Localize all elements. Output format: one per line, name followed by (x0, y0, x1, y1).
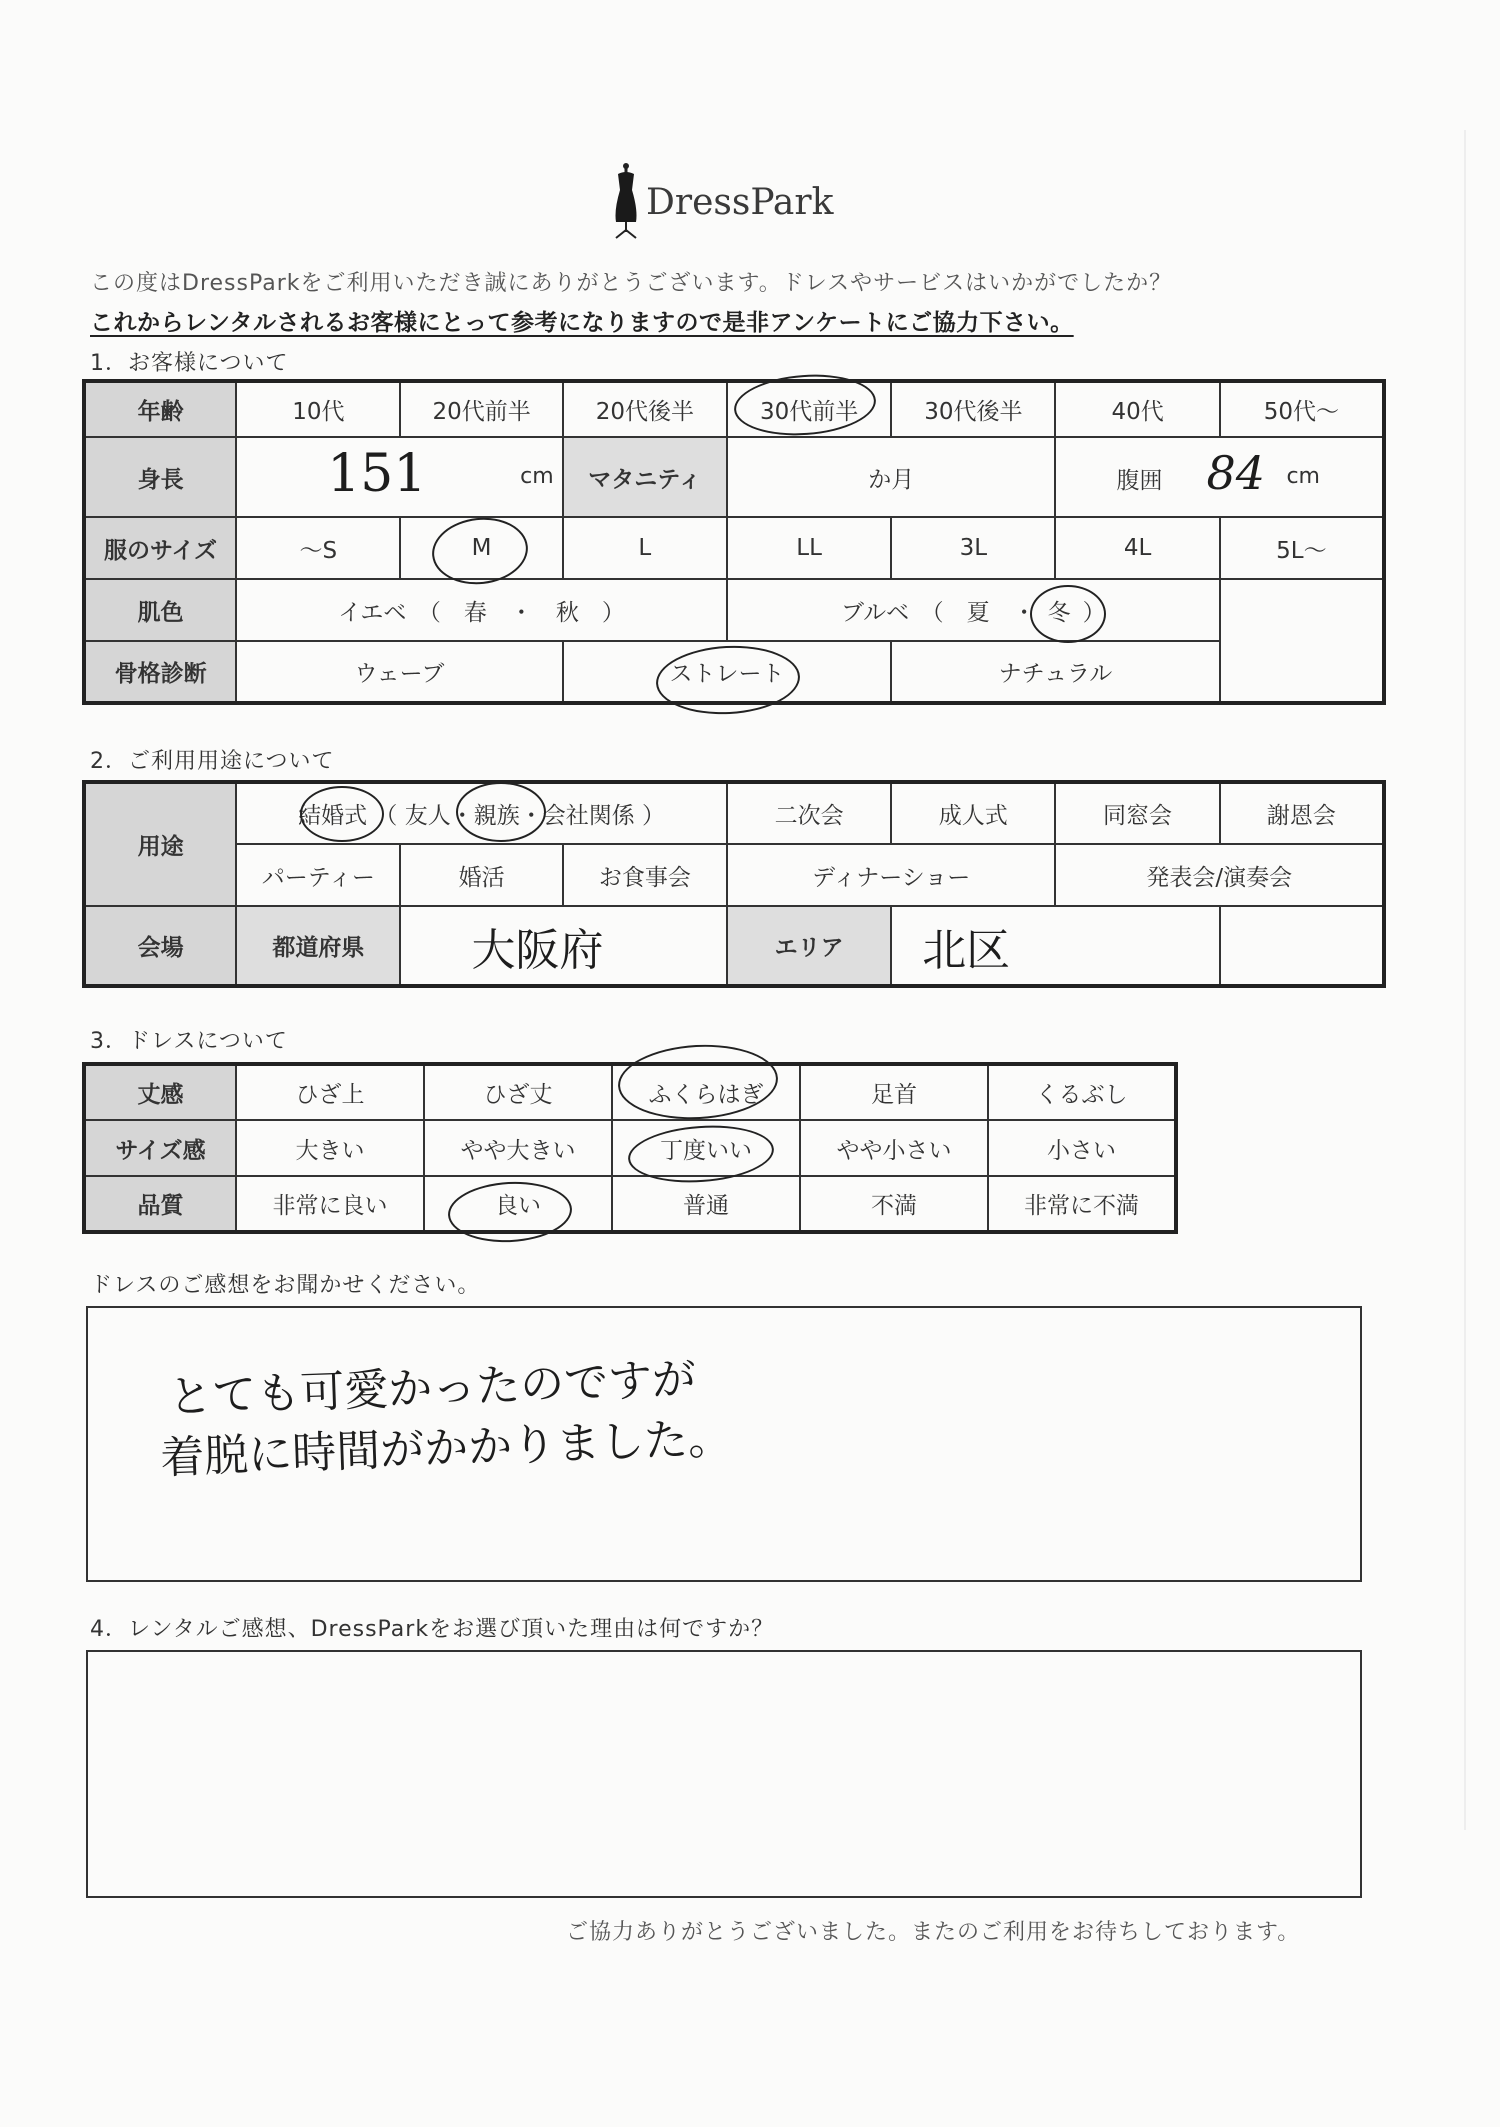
separator-dot: ・ (519, 803, 543, 829)
size-option[interactable]: 5L〜 (1220, 517, 1384, 579)
purpose-option[interactable]: 謝恩会 (1220, 782, 1384, 844)
age-option[interactable]: 50代〜 (1220, 381, 1384, 437)
age-label: 年齢 (84, 381, 236, 437)
frame-option-selected[interactable]: ストレート (563, 641, 892, 703)
logo-wordmark: DressPark (646, 182, 834, 223)
dress-comment-box[interactable] (86, 1306, 1362, 1582)
size-option[interactable]: LL (727, 517, 891, 579)
height-label: 身長 (84, 437, 236, 517)
maternity-field[interactable] (727, 437, 1056, 517)
quality-row (84, 1176, 1176, 1232)
frame-option[interactable]: ウェーブ (236, 641, 562, 703)
age-option[interactable]: 30代後半 (891, 381, 1055, 437)
waist-field[interactable] (1055, 437, 1384, 517)
section-1-title: 1．お客様について (90, 351, 289, 376)
skin-yellow-option[interactable]: イエベ （ 春 ・ 秋 ） (236, 579, 727, 641)
maternity-label: マタニティ (563, 437, 727, 517)
waist-unit: cm (1286, 464, 1320, 489)
venue-row (84, 906, 1384, 986)
customer-table (82, 379, 1386, 705)
quality-option-selected[interactable]: 良い (424, 1176, 612, 1232)
empty-cell (1220, 906, 1384, 986)
purpose-option[interactable]: ディナーショー (727, 844, 1055, 906)
empty-cell (1220, 579, 1384, 641)
purpose-option[interactable]: 成人式 (891, 782, 1055, 844)
purpose-option[interactable]: お食事会 (563, 844, 727, 906)
skin-blue-option[interactable] (727, 579, 1220, 641)
empty-cell (1220, 641, 1384, 703)
size-option[interactable]: 4L (1055, 517, 1219, 579)
fit-row (84, 1120, 1176, 1176)
wedding-label[interactable]: 結婚式 (298, 803, 368, 829)
family-label[interactable]: 親族 (473, 803, 520, 829)
quality-option[interactable]: 不満 (800, 1176, 988, 1232)
purpose-row-2 (84, 844, 1384, 906)
age-option[interactable]: 10代 (236, 381, 400, 437)
purpose-option[interactable]: パーティー (236, 844, 400, 906)
dress-comment-line-2: 着脱に時間がかかりました。 (159, 1413, 733, 1484)
dress-comment-prompt: ドレスのご感想をお聞かせください。 (90, 1273, 481, 1298)
height-row (84, 437, 1384, 517)
footer-thanks: ご協力ありがとうございました。またのご利用をお待ちしております。 (566, 1920, 1301, 1945)
skin-row (84, 579, 1384, 641)
size-row (84, 517, 1384, 579)
company-label[interactable]: 会社関係 (542, 803, 635, 829)
maternity-unit: か月 (868, 466, 915, 493)
size-label: 服のサイズ (84, 517, 236, 579)
wedding-option[interactable] (236, 782, 727, 844)
waist-label: 腹囲 (1116, 468, 1163, 494)
length-option[interactable]: 足首 (800, 1064, 988, 1120)
quality-option[interactable]: 非常に不満 (988, 1176, 1176, 1232)
fit-option[interactable]: やや大きい (424, 1120, 612, 1176)
quality-option[interactable]: 非常に良い (236, 1176, 424, 1232)
area-label: エリア (727, 906, 891, 986)
size-option[interactable]: L (563, 517, 727, 579)
prefecture-field[interactable] (400, 906, 727, 986)
frame-row (84, 641, 1384, 703)
skin-winter-selected[interactable]: 冬 (1047, 599, 1071, 626)
skin-label: 肌色 (84, 579, 236, 641)
paren-open: （ (374, 803, 398, 829)
intro-line-1: この度はDressParkをご利用いただき誠にありがとうございます。ドレスやサービスはいかがでしたか？ (90, 271, 1173, 296)
venue-label: 会場 (84, 906, 236, 986)
fit-label: サイズ感 (84, 1120, 236, 1176)
purpose-option[interactable]: 同窓会 (1055, 782, 1219, 844)
dresspark-logo (606, 160, 846, 240)
fit-option-selected[interactable]: 丁度いい (612, 1120, 800, 1176)
skin-blue-suffix: ） (1082, 599, 1106, 626)
age-option-selected[interactable]: 30代前半 (727, 381, 891, 437)
fit-option[interactable]: やや小さい (800, 1120, 988, 1176)
purpose-option[interactable]: 発表会/演奏会 (1055, 844, 1384, 906)
purpose-row-1 (84, 782, 1384, 844)
age-row (84, 381, 1384, 437)
length-option[interactable]: ひざ丈 (424, 1064, 612, 1120)
height-field[interactable] (236, 437, 562, 517)
dress-comment-line-1: とても可愛かったのですが (167, 1353, 697, 1424)
purpose-label: 用途 (84, 782, 236, 906)
prefecture-label: 都道府県 (236, 906, 400, 986)
quality-option[interactable]: 普通 (612, 1176, 800, 1232)
height-value: 151 (327, 444, 427, 504)
size-option[interactable]: 3L (891, 517, 1055, 579)
section-2-title: 2．ご利用用途について (90, 749, 335, 774)
age-option[interactable]: 40代 (1055, 381, 1219, 437)
age-option[interactable]: 20代後半 (563, 381, 727, 437)
frame-label: 骨格診断 (84, 641, 236, 703)
fit-option[interactable]: 小さい (988, 1120, 1176, 1176)
length-option[interactable]: ひざ上 (236, 1064, 424, 1120)
friend-label[interactable]: 友人 (404, 803, 451, 829)
height-unit: cm (520, 464, 554, 489)
size-option[interactable]: 〜S (236, 517, 400, 579)
purpose-option[interactable]: 婚活 (400, 844, 562, 906)
size-option-selected[interactable]: M (400, 517, 562, 579)
waist-value: 84 (1206, 446, 1265, 500)
purpose-option[interactable]: 二次会 (727, 782, 891, 844)
section-3-title: 3．ドレスについて (90, 1029, 288, 1054)
length-option-selected[interactable]: ふくらはぎ (612, 1064, 800, 1120)
quality-label: 品質 (84, 1176, 236, 1232)
intro-line-2: これからレンタルされるお客様にとって参考になりますので是非アンケートにご協力下さい。 (90, 310, 1074, 336)
prefecture-value: 大阪府 (471, 924, 604, 976)
frame-option[interactable]: ナチュラル (891, 641, 1220, 703)
length-row (84, 1064, 1176, 1120)
area-value: 北区 (922, 924, 1011, 976)
dress-table (82, 1062, 1178, 1234)
length-label: 丈感 (84, 1064, 236, 1120)
length-option[interactable]: くるぶし (988, 1064, 1176, 1120)
fit-option[interactable]: 大きい (236, 1120, 424, 1176)
area-field[interactable] (891, 906, 1219, 986)
purpose-table (82, 780, 1386, 988)
section-4-title: 4．レンタルご感想、DressParkをお選び頂いた理由は何ですか？ (90, 1617, 775, 1642)
age-option[interactable]: 20代前半 (400, 381, 562, 437)
rental-reason-box[interactable] (86, 1650, 1362, 1898)
scan-edge-line (1464, 130, 1466, 1830)
separator-dot: ・ (450, 803, 474, 829)
skin-blue-prefix: ブルベ （ 夏 ・ (841, 599, 1036, 626)
paren-close: ） (642, 803, 666, 829)
dress-form-icon (606, 160, 646, 240)
